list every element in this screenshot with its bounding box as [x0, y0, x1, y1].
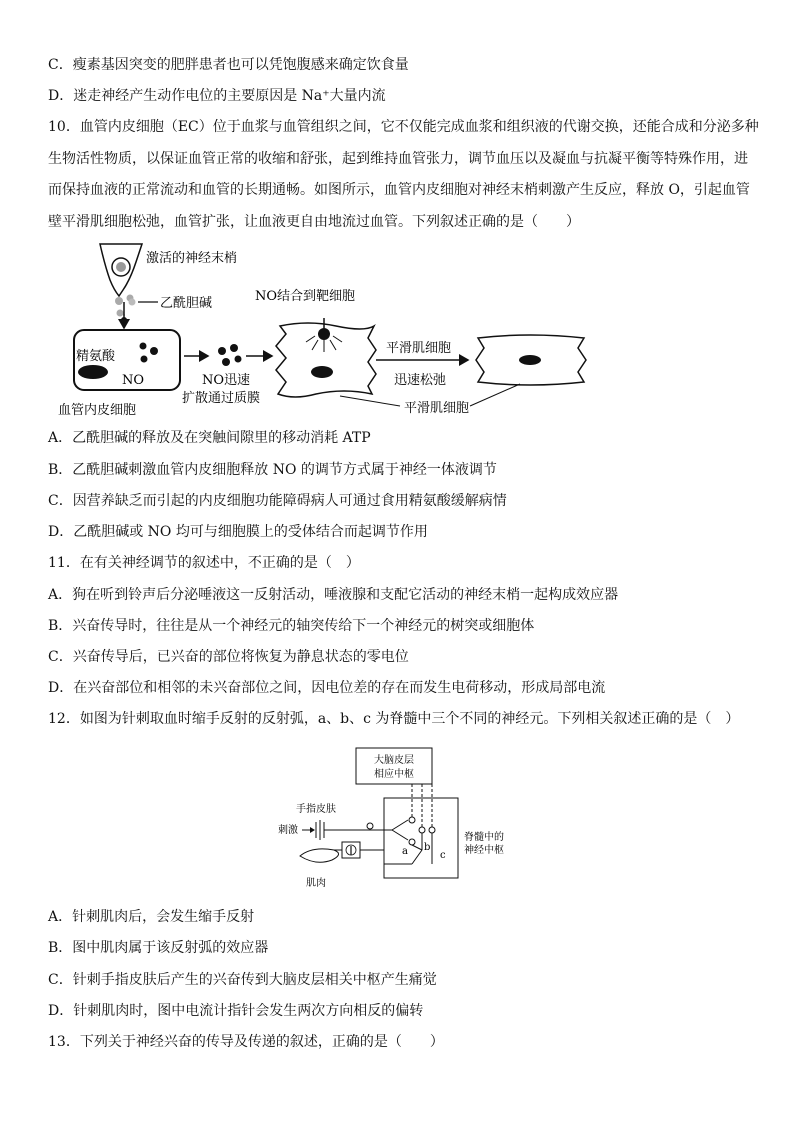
muscle-shape	[300, 849, 339, 862]
spinal-label-2: 神经中枢	[464, 845, 504, 856]
q11-option-b: B．兴奋传导时，往往是从一个神经元的轴突传给下一个神经元的树突或细胞体	[48, 618, 535, 634]
neuron-b-label: b	[424, 842, 431, 853]
q10-option-c: C．因营养缺乏而引起的内皮细胞功能障碍病人可通过食用精氨酸缓解病情	[48, 493, 507, 509]
muscle-label: 肌肉	[306, 878, 326, 889]
nerve-ending-label: 激活的神经末梢	[146, 251, 238, 266]
q10-diagram-no-signaling	[50, 238, 610, 424]
no-label-in-cell: NO	[122, 373, 145, 388]
spinal-label-1: 脊髓中的	[464, 832, 504, 843]
no-diffuse-label-2: 扩散通过质膜	[182, 391, 261, 406]
q10-stem	[48, 112, 759, 238]
q9-option-d: D．迷走神经产生动作电位的主要原因是 Na⁺大量内流	[48, 88, 386, 104]
q11-option-c: C．兴奋传导后，已兴奋的部位将恢复为静息状态的零电位	[48, 649, 409, 665]
q9-option-c: C．瘦素基因突变的肥胖患者也可以凭饱腹感来确定饮食量	[48, 57, 409, 73]
q12-option-b: B．图中肌肉属于该反射弧的效应器	[48, 940, 269, 956]
q10-option-a: A．乙酰胆碱的释放及在突触间隙里的移动消耗 ATP	[48, 430, 371, 446]
endothelial-cell-label: 血管内皮细胞	[58, 403, 137, 418]
acetylcholine-label: 乙酰胆碱	[160, 296, 213, 311]
q10-stem-line: 壁平滑肌细胞松弛，血管扩张，让血液更自由地流过血管。下列叙述正确的是（ ）	[48, 213, 580, 230]
galvanometer	[342, 842, 360, 858]
cortex-label-1: 大脑皮层	[374, 755, 414, 766]
no-bind-label: NO结合到靶细胞	[255, 289, 356, 304]
q12-diagram-reflex-arc	[272, 746, 522, 892]
smooth-muscle-label: 平滑肌细胞	[404, 401, 470, 416]
q10-stem-line: 而保持血液的正常流动和血管的长期通畅。如图所示，血管内皮细胞对神经末梢刺激产生反应，释放 O，引起血管	[48, 182, 750, 198]
q12-option-a: A．针刺肌肉后，会发生缩手反射	[48, 909, 255, 925]
q12-option-c: C．针刺手指皮肤后产生的兴奋传到大脑皮层相关中枢产生痛觉	[48, 972, 437, 988]
cortex-label-2: 相应中枢	[374, 769, 414, 780]
q10-option-d: D．乙酰胆碱或 NO 均可与细胞膜上的受体结合而起调节作用	[48, 524, 428, 540]
skin-label: 手指皮肤	[296, 804, 336, 815]
stimulus-label: 刺激	[278, 825, 298, 836]
q10-stem-line: 10．血管内皮细胞（EC）位于血浆与血管组织之间，它不仅能完成血浆和组织液的代谢交换，还能合成和分泌多种	[48, 119, 759, 135]
q12-stem: 12．如图为针刺取血时缩手反射的反射弧，a、b、c 为脊髓中三个不同的神经元。下列相关叙述正确的是（ ）	[48, 711, 740, 727]
q11-stem: 11．在有关神经调节的叙述中，不正确的是（ ）	[48, 555, 360, 571]
neuron-c-label: c	[440, 850, 446, 861]
relax-label-1: 平滑肌细胞	[386, 341, 452, 356]
spinal-cord-box	[384, 798, 458, 878]
nerve-ending	[100, 244, 142, 296]
q12-option-d: D．针刺肌肉时，图中电流计指针会发生两次方向相反的偏转	[48, 1003, 424, 1019]
q10-option-b: B．乙酰胆碱刺激血管内皮细胞释放 NO 的调节方式属于神经一体液调节	[48, 462, 497, 478]
no-diffuse-label-1: NO迅速	[202, 373, 251, 388]
relax-label-2: 迅速松弛	[394, 373, 447, 388]
q11-option-a: A．狗在听到铃声后分泌唾液这一反射活动，唾液腺和支配它活动的神经末梢一起构成效应器	[48, 587, 619, 603]
q11-option-d: D．在兴奋部位和相邻的未兴奋部位之间，因电位差的存在而发生电荷移动，形成局部电流	[48, 680, 606, 696]
q13-stem: 13．下列关于神经兴奋的传导及传递的叙述，正确的是（ ）	[48, 1034, 444, 1050]
neuron-a-label: a	[402, 846, 408, 857]
skin-receptor	[316, 820, 324, 840]
arginine-label: 精氨酸	[76, 349, 116, 364]
q10-stem-line: 生物活性物质，以保证血管正常的收缩和舒张，起到维持血管张力，调节血压以及凝血与抗凝平衡等特殊作用，进	[48, 150, 748, 167]
